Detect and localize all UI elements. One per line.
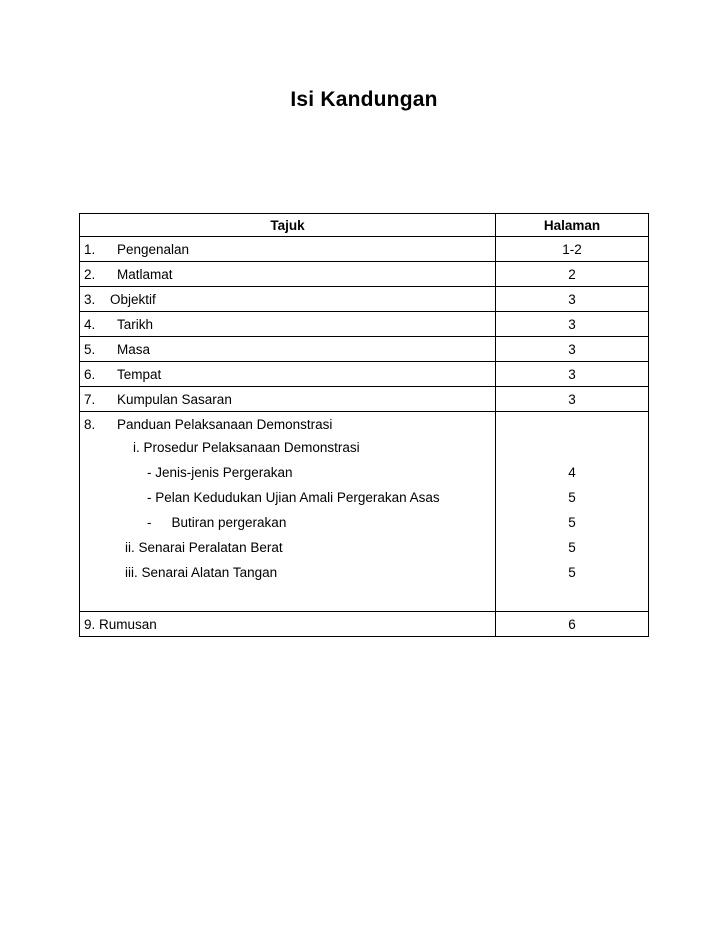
table-row [80,287,649,312]
row-label: Matlamat [117,266,173,282]
table-row [80,362,649,387]
row-label: Kumpulan Sasaran [117,391,232,407]
row-page: 4 [568,465,576,480]
table-row [80,237,649,262]
row-label: Masa [117,341,151,357]
row-page: 5 [568,490,576,505]
row-number: 6. [84,366,96,382]
table-row-section-8 [80,412,649,612]
row-label: Panduan Pelaksanaan Demonstrasi [117,417,333,432]
row-page: 3 [496,362,649,387]
row-label: Tarikh [117,316,154,332]
row-page: 5 [568,540,576,555]
header-topic: Tajuk [80,214,496,237]
row-page: 5 [568,565,576,580]
row-number: 3. [84,291,96,307]
sub-item: - Jenis-jenis Pergerakan [147,465,293,480]
row-page: 6 [496,612,649,637]
sub-heading-ii: ii. Senarai Peralatan Berat [125,540,283,555]
row-label: 9. Rumusan [80,612,496,637]
table-row [80,262,649,287]
page-title: Isi Kandungan [290,88,438,111]
row-page: 1-2 [496,237,649,262]
row-page: 3 [496,312,649,337]
row-page: 5 [568,515,576,530]
row-page: 3 [496,337,649,362]
row-label: Tempat [117,366,162,382]
row-page: 2 [496,262,649,287]
table-row [80,312,649,337]
row-page: 3 [496,287,649,312]
row-label: Pengenalan [117,241,190,257]
row-number: 5. [84,341,96,357]
header-page: Halaman [496,214,649,237]
table-row [80,337,649,362]
sub-item: Butiran pergerakan [171,515,287,530]
row-number: 8. [84,417,96,432]
table-row [80,387,649,412]
row-label: Objektif [110,291,156,307]
sub-item: - Pelan Kedudukan Ujian Amali Pergerakan Asas [147,490,440,505]
sub-heading-iii: iii. Senarai Alatan Tangan [125,565,278,580]
sub-item-dash: - [147,515,152,530]
row-number: 7. [84,391,96,407]
row-number: 1. [84,241,96,257]
row-number: 4. [84,316,96,332]
table-row [80,612,649,637]
sub-heading-i: i. Prosedur Pelaksanaan Demonstrasi [133,440,360,455]
row-page: 3 [496,387,649,412]
contents-table [79,213,649,637]
row-number: 2. [84,266,96,282]
table-header-row [80,214,649,237]
